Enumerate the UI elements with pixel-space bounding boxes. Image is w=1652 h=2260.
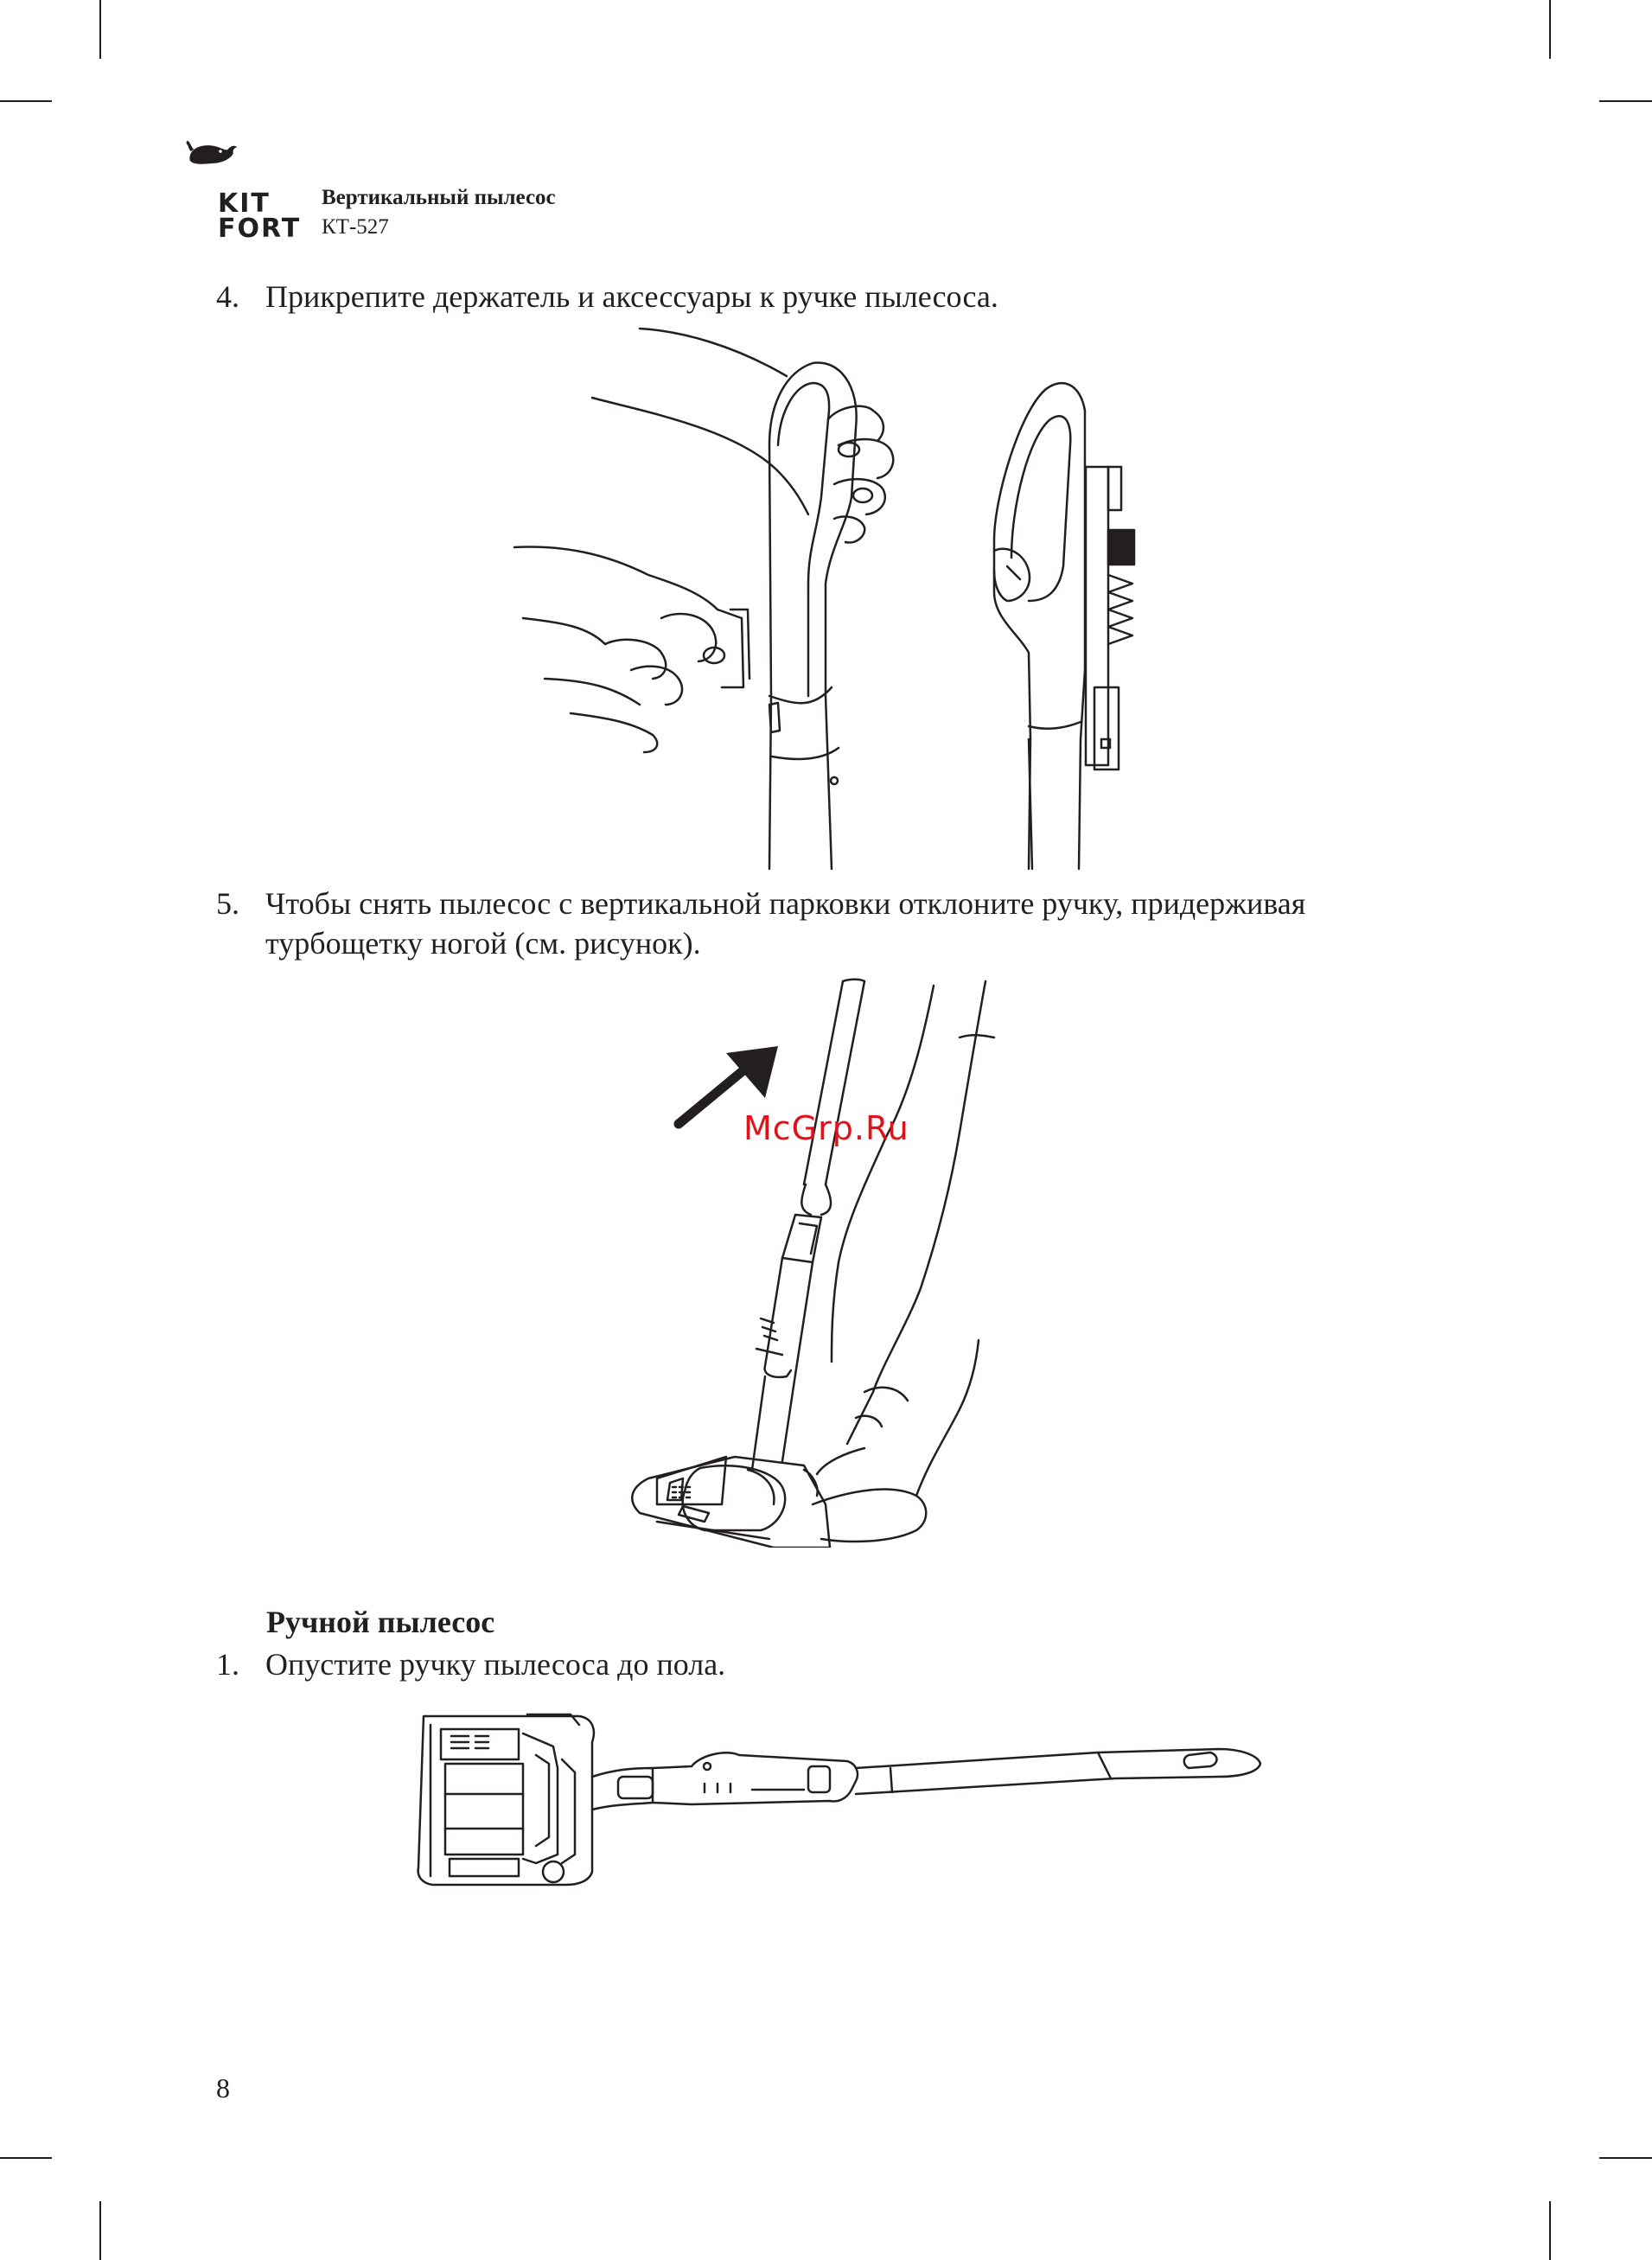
crop-mark	[1599, 2157, 1652, 2159]
step-number: 5.	[216, 886, 239, 921]
step-text: Прикрепите держатель и аксессуары к ручке пылесоса.	[265, 279, 998, 314]
crop-mark	[99, 0, 101, 59]
step-text: Опустите ручку пылесоса до пола.	[265, 1647, 726, 1682]
crop-mark	[0, 2157, 52, 2159]
crop-mark	[1549, 0, 1551, 59]
step-number: 1.	[216, 1647, 239, 1682]
brand-text-kit: KIT	[218, 188, 271, 219]
step-number: 4.	[216, 279, 239, 314]
attach-holder-illustration	[510, 324, 1184, 878]
step-text-line-1: Чтобы снять пылесос с вертикальной парковки отклоните ручку, придерживая	[265, 886, 1306, 921]
model-number: КТ-527	[322, 215, 389, 239]
brand-text-fort: FORT	[218, 214, 302, 244]
tilt-handle-illustration	[605, 977, 1055, 1548]
crop-mark	[0, 100, 52, 102]
section-title: Ручной пылесос	[266, 1605, 495, 1639]
watermark-text: McGrp.Ru	[743, 1109, 909, 1147]
lowered-handle-illustration	[406, 1708, 1262, 1902]
crop-mark	[1599, 100, 1652, 102]
document-title: Вертикальный пылесос	[322, 186, 556, 209]
page-number: 8	[216, 2072, 230, 2104]
crop-mark	[1549, 2201, 1551, 2260]
crop-mark	[99, 2201, 101, 2260]
step-text-line-2: турбощетку ногой (см. рисунок).	[265, 926, 701, 961]
